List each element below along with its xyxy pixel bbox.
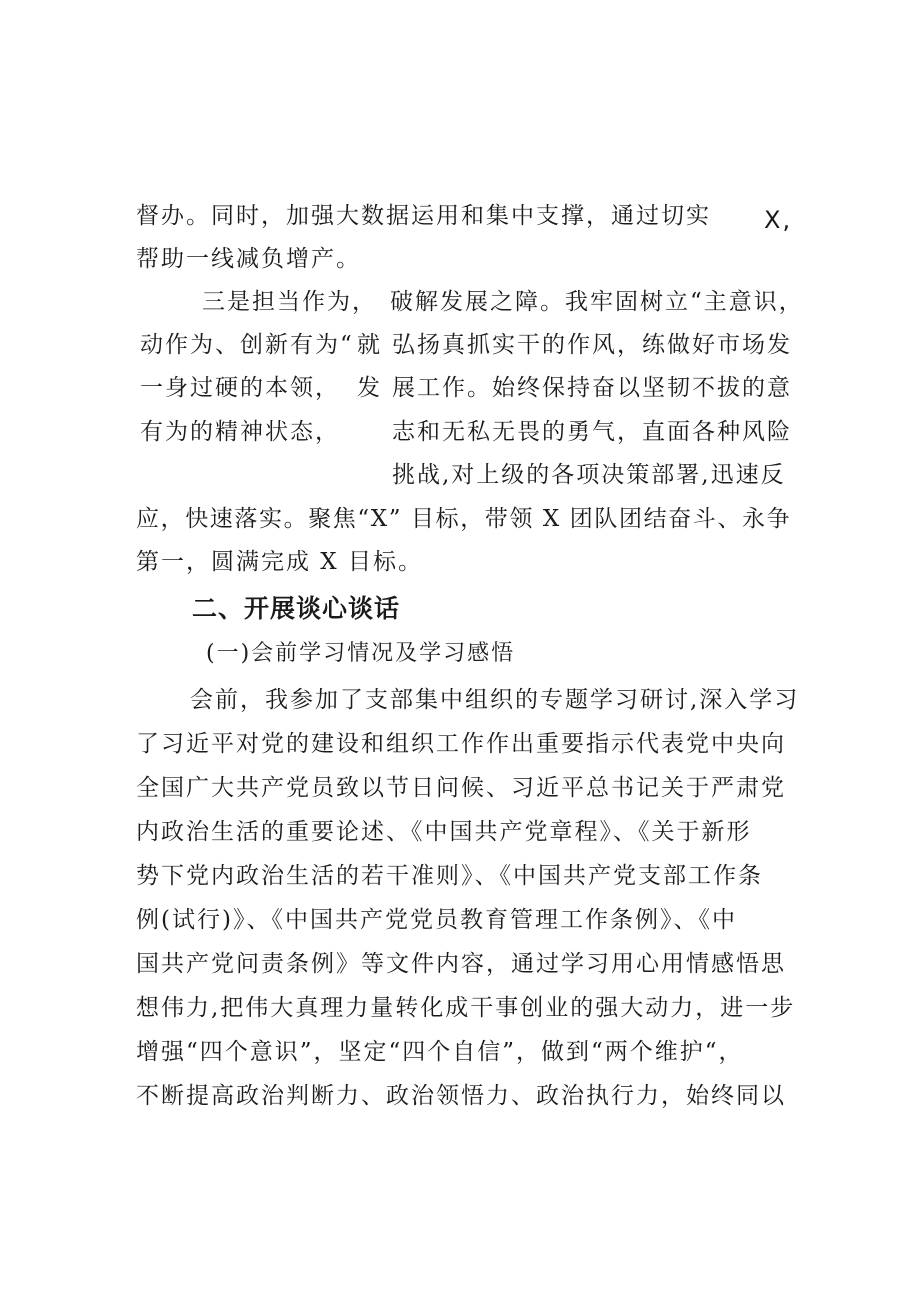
- text-fragment: 挑战,对上级的各项决策部署,迅速反: [392, 462, 786, 488]
- paragraph-line: 不断提高政治判断力、政治领悟力、政治执行力，始终同以: [136, 1083, 786, 1109]
- text-fragment: 有为的精神状态，: [140, 419, 340, 445]
- text-line: 第一，圆满完成 X 目标。: [136, 549, 423, 575]
- text-fragment: 就: [357, 332, 382, 358]
- paragraph-line: 会前，我参加了支部集中组织的专题学习研讨,深入学习: [190, 687, 800, 713]
- paragraph-line: 内政治生活的重要论述、《中国共产党章程》、《关于新形: [136, 819, 752, 845]
- paragraph-line: 势下党内政治生活的若干准则》、《中国共产党支部工作条: [136, 863, 763, 889]
- text-line: 应，快速落实。聚焦“X” 目标，带领 X 团队团结奋斗、永争: [136, 506, 792, 532]
- text-line: 帮助一线减负增产。: [136, 246, 361, 272]
- text-fragment: 一身过硬的本领，: [140, 375, 340, 401]
- text-fragment: 展工作。始终保持奋以坚韧不拔的意: [392, 375, 792, 401]
- text-fragment: 发: [357, 375, 382, 401]
- paragraph-line: 了习近平对党的建设和组织工作作出重要指示代表党中央向: [136, 731, 786, 757]
- text-fragment: 三是担当作为，: [202, 289, 377, 315]
- margin-note: X,: [764, 206, 793, 234]
- text-fragment: 志和无私无畏的勇气，直面各种风险: [392, 419, 792, 445]
- subsection-heading: (一)会前学习情况及学习感悟: [206, 641, 516, 666]
- paragraph-line: 增强“四个意识”，坚定“四个自信”，做到“两个维护“，: [136, 1039, 744, 1065]
- paragraph-line: 例(试行)》、《中国共产党党员教育管理工作条例》、《中: [136, 907, 737, 933]
- paragraph-line: 全国广大共产党员致以节日问候、习近平总书记关于严肃党: [136, 775, 786, 801]
- text-line: 督办。同时，加强大数据运用和集中支撑，通过切实: [136, 203, 711, 229]
- paragraph-line: 想伟力,把伟大真理力量转化成干事创业的强大动力，进一步: [136, 995, 796, 1021]
- section-heading: 二、开展谈心谈话: [192, 594, 401, 623]
- text-fragment: 弘扬真抓实干的作风，练做好市场发: [392, 332, 792, 358]
- paragraph-line: 国共产党问责条例》等文件内容，通过学习用心用情感悟思: [136, 951, 786, 977]
- text-fragment: 动作为、创新有为“: [140, 332, 354, 358]
- text-fragment: 破解发展之障。我牢固树立“主意识，: [390, 289, 804, 315]
